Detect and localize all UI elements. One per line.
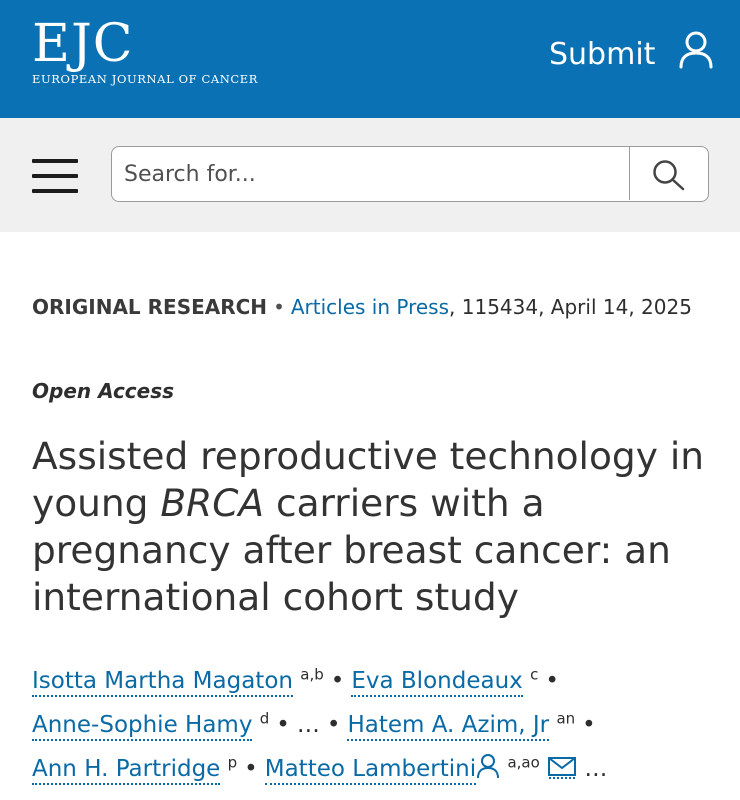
author-link[interactable]: Anne-Sophie Hamy	[32, 712, 252, 741]
more-authors-ellipsis[interactable]: …	[584, 756, 608, 782]
search-input[interactable]	[124, 155, 624, 193]
author-affiliation: an	[556, 709, 576, 728]
author-affiliation: p	[227, 753, 238, 772]
author-list	[32, 659, 732, 794]
article-title	[32, 433, 722, 621]
author-separator: •	[330, 668, 345, 694]
email-envelope-icon[interactable]	[547, 750, 577, 794]
author-separator: •	[326, 712, 341, 738]
search-box	[111, 146, 709, 202]
author-link[interactable]: Ann H. Partridge	[32, 756, 220, 785]
author-affiliation: d	[259, 709, 270, 728]
search-bar	[0, 118, 740, 232]
author-affiliation: c	[530, 665, 539, 684]
author-separator: •	[582, 712, 596, 738]
title-italic-gene: BRCA	[160, 481, 265, 525]
author-link[interactable]: Isotta Martha Magaton	[32, 668, 293, 697]
author-affiliation: a,ao	[507, 753, 540, 772]
title-part-1: Assisted reproductive technology in young	[32, 434, 705, 525]
authors-collapsed-ellipsis[interactable]: …	[296, 712, 320, 738]
title-part-2: carriers with a pregnancy after breast cancer: an international cohort study	[32, 481, 671, 619]
meta-separator: •	[273, 295, 285, 319]
site-header	[0, 0, 740, 118]
author-separator: •	[545, 668, 559, 694]
logo-subtitle: EUROPEAN JOURNAL OF CANCER	[32, 72, 259, 86]
author-link[interactable]: Matteo Lambertini	[265, 756, 476, 785]
logo-mark: EJC	[32, 14, 134, 74]
author-separator: •	[276, 712, 290, 738]
open-access-label: Open Access	[32, 379, 175, 403]
author-link[interactable]: Eva Blondeaux	[351, 668, 522, 697]
author-link[interactable]: Hatem A. Azim, Jr	[347, 712, 549, 741]
article-type: ORIGINAL RESEARCH	[32, 295, 268, 319]
search-icon	[652, 159, 686, 191]
account-icon[interactable]	[678, 30, 714, 70]
hamburger-menu-icon[interactable]	[32, 159, 78, 193]
submit-link[interactable]: Submit	[549, 37, 656, 72]
articles-in-press-link[interactable]: Articles in Press	[290, 295, 450, 319]
citation-info: , 115434, April 14, 2025	[449, 295, 692, 319]
author-separator: •	[244, 756, 258, 782]
article-meta	[32, 283, 712, 331]
search-button[interactable]	[629, 147, 708, 200]
corresponding-author-icon[interactable]	[476, 750, 500, 794]
author-affiliation: a,b	[300, 665, 324, 684]
journal-logo[interactable]	[32, 14, 259, 86]
